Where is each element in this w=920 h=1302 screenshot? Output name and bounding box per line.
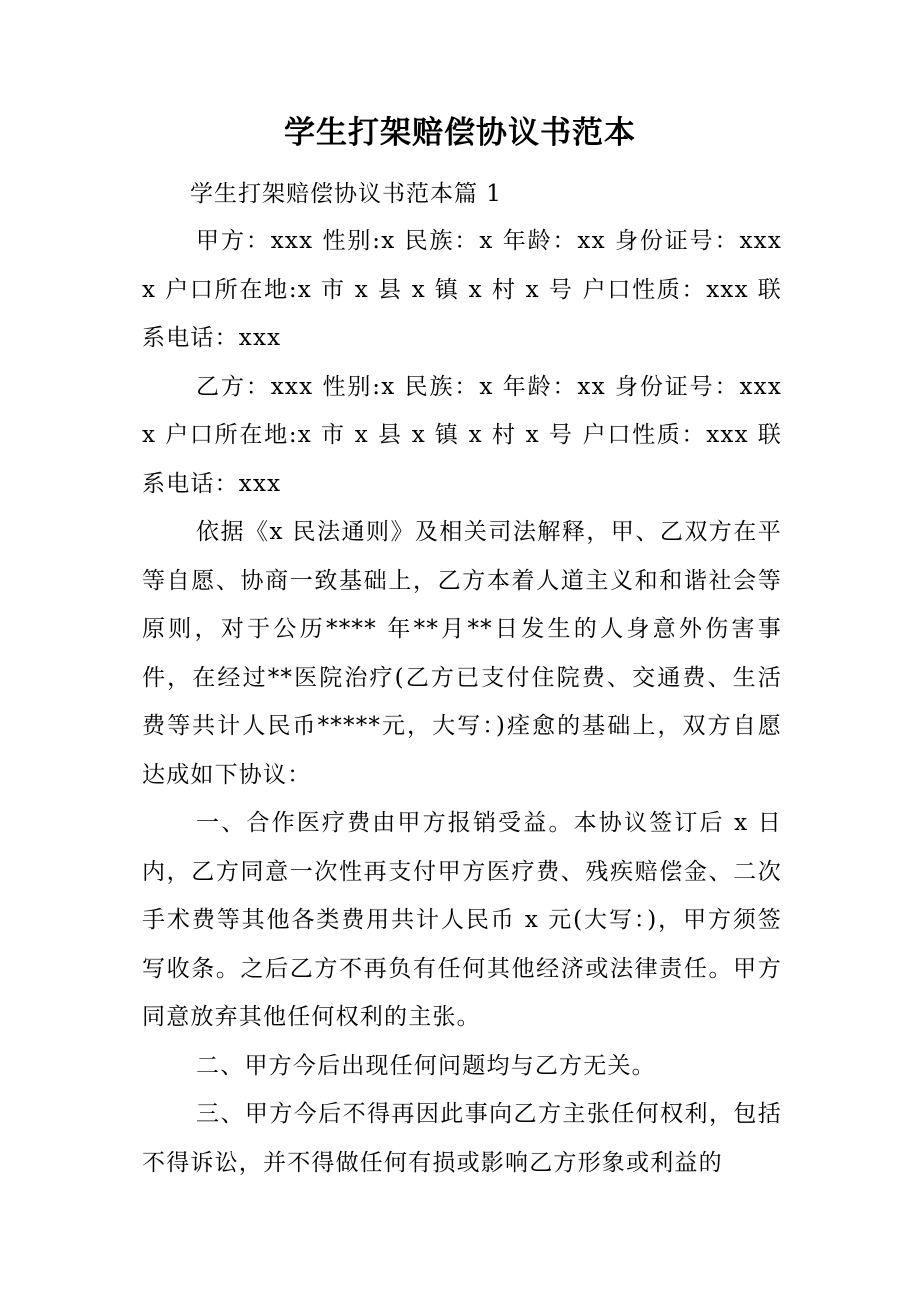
paragraph-clause-1: 一、合作医疗费由甲方报销受益。本协议签订后 x 日内，乙方同意一次性再支付甲方医疗费、残疾赔偿金、二次手术费等其他各类费用共计人民币 x 元(大写：)，甲方须签写收条。之后乙方不再负有任何其他经济或法律责任。甲方同意放弃其他任何权利的主张。 (142, 810, 782, 1030)
document-title: 学生打架赔偿协议书范本 (284, 115, 636, 151)
paragraph-clause-2: 二、甲方今后出现任何问题均与乙方无关。 (196, 1052, 656, 1079)
paragraph-party-a: 甲方：xxx 性别:x 民族：x 年龄：xx 身份证号：xxxx 户口所在地:x 市 x 县 x 镇 x 村 x 号 户口性质：xxx 联系电话：xxx (142, 228, 782, 351)
paragraph-party-b: 乙方：xxx 性别:x 民族：x 年龄：xx 身份证号：xxxx 户口所在地:x 市 x 县 x 镇 x 村 x 号 户口性质：xxx 联系电话：xxx (142, 373, 782, 497)
paragraph-basis: 依据《x 民法通则》及相关司法解释，甲、乙双方在平等自愿、协商一致基础上，乙方本着人道主义和和谐社会等原则，对于公历**** 年**月**日发生的人身意外伤害事件，在经过**医院治疗(乙方已支付住院费、交通费、生活费等共计人民币*****元，大写：)痊愈的基础上，双方自愿达成如下协议： (142, 519, 782, 788)
document-subtitle: 学生打架赔偿协议书范本篇 1 (190, 181, 502, 207)
document-body (142, 217, 782, 1187)
paragraph-clause-3: 三、甲方今后不得再因此事向乙方主张任何权利，包括不得诉讼，并不得做任何有损或影响乙方形象或利益的 (142, 1101, 782, 1176)
